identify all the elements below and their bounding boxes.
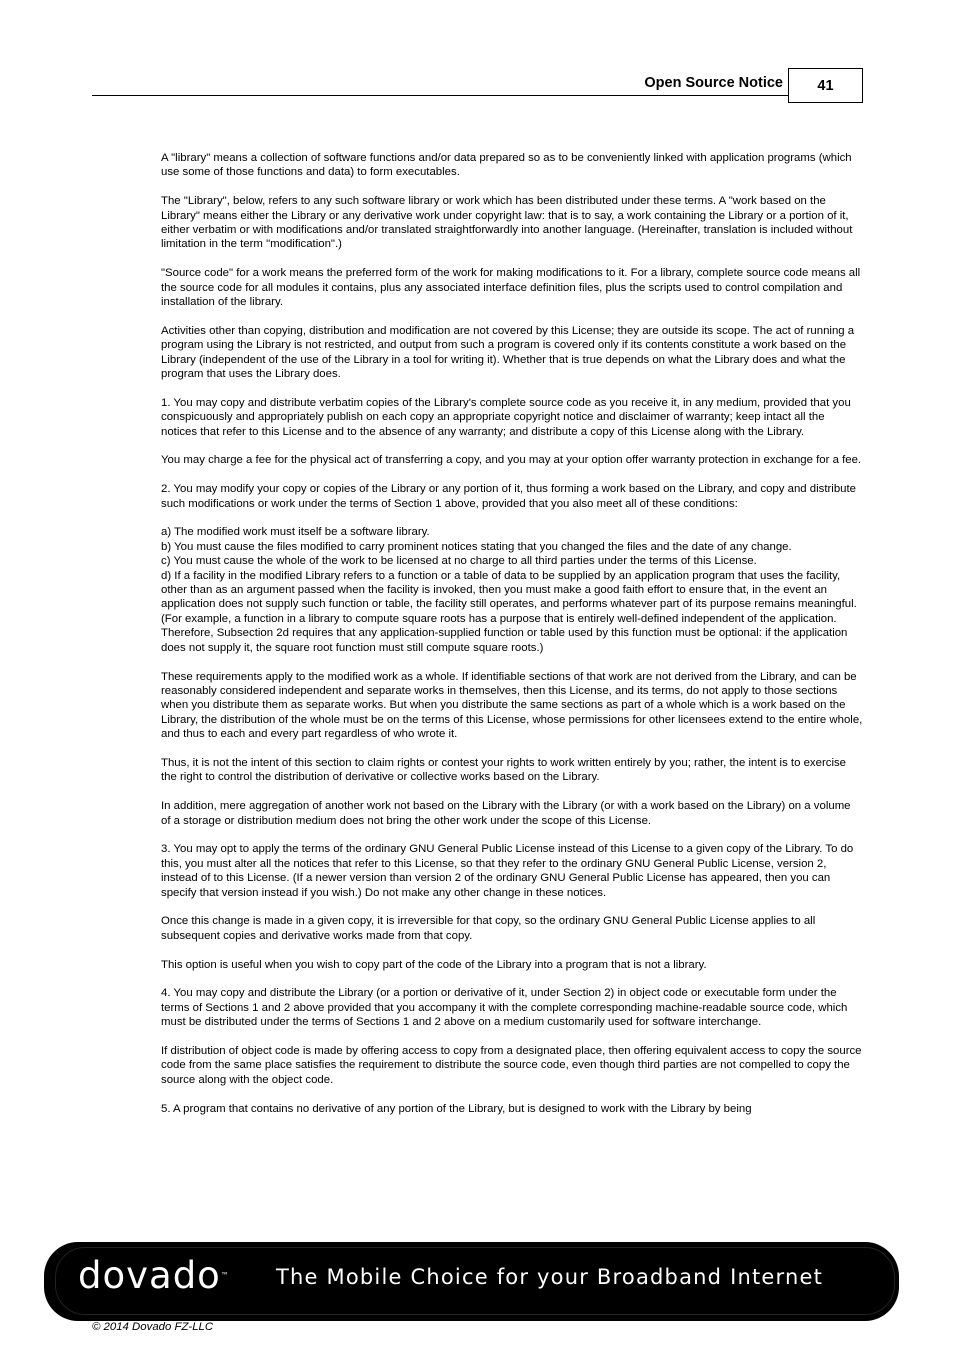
paragraph: The "Library", below, refers to any such software library or work which has been distributed under these terms. A "work based on the Library" means either the Library or any derivative work under copyright law: that is to say, a work containing the Library or a portion of it, either verbatim or with modifications and/or translated straightforwardly into another language. (Hereinafter, translation is included without limitation in the term "modification".)	[161, 195, 853, 251]
paragraph: This option is useful when you wish to copy part of the code of the Library into a program that is not a library.	[161, 958, 707, 971]
condition-item: d) If a facility in the modified Library refers to a function or a table of data to be supplied by an application program that uses the facility, other than as an argument passed when the facility is invoked, then you must make a good faith effort to ensure that, in the event an application does not supply such function or table, the facility still operates, and performs whatever part of its purpose remains meaningful.	[161, 569, 857, 611]
paragraph: You may charge a fee for the physical act of transferring a copy, and you may at your option offer warranty protection in exchange for a fee.	[161, 454, 862, 467]
paragraph: Activities other than copying, distribution and modification are not covered by this License; they are outside its scope. The act of running a program using the Library is not restricted, and output from such a program is covered only if its contents constitute a work based on the Library (independent of the use of the Library in a tool for writing it). Whether that is true depends on what the Library does and what the program that uses the Library does.	[161, 324, 855, 381]
condition-item: b) You must cause the files modified to carry prominent notices stating that you changed the files and the date of any change.	[161, 540, 792, 553]
paragraph: "Source code" for a work means the preferred form of the work for making modifications to it. For a library, complete source code means all the source code for all modules it contains, plus any associated interface definition files, plus the scripts used to control compilation and installation of the library.	[161, 267, 861, 309]
header-title: Open Source Notice	[644, 75, 783, 91]
document-body	[161, 151, 863, 1130]
paragraph: Once this change is made in a given copy, it is irreversible for that copy, so the ordinary GNU General Public License applies to all subsequent copies and derivative works made from that copy.	[161, 915, 816, 942]
paragraph: 1. You may copy and distribute verbatim copies of the Library's complete source code as you receive it, in any medium, provided that you conspicuously and appropriately publish on each copy an appropriate copyright notice and disclaimer of warranty; keep intact all the notices that refer to this License and to the absence of any warranty; and distribute a copy of this License along with the Library.	[161, 396, 851, 438]
paragraph: If distribution of object code is made by offering access to copy from a designated place, then offering equivalent access to copy the source code from the same place satisfies the requirement to distribute the source code, even though third parties are not compelled to copy the source along with the object code.	[161, 1044, 862, 1086]
paragraph: 3. You may opt to apply the terms of the ordinary GNU General Public License instead of this License to a given copy of the Library. To do this, you must alter all the notices that refer to this License, so that they refer to the ordinary GNU General Public License, version 2, instead of to this License. (If a newer version than version 2 of the ordinary GNU General Public License has appeared, then you can specify that version instead if you wish.) Do not make any other change in these notices.	[161, 843, 854, 899]
paragraph: A "library" means a collection of software functions and/or data prepared so as to be conveniently linked with application programs (which use some of those functions and data) to form executables.	[161, 152, 852, 179]
paragraph: 4. You may copy and distribute the Library (or a portion or derivative of it, under Section 2) in object code or executable form under the terms of Sections 1 and 2 above provided that you accompany it with the complete corresponding machine-readable source code, which must be distributed under the terms of Sections 1 and 2 above on a medium customarily used for software interchange.	[161, 987, 848, 1029]
dovado-logo	[78, 1256, 230, 1296]
banner-tagline: The Mobile Choice for your Broadband Internet	[276, 1265, 824, 1289]
condition-item: (For example, a function in a library to compute square roots has a purpose that is entirely well-defined independent of the application. Therefore, Subsection 2d requires that any application-supplied function or table used by this function must be optional: if the application does not supply it, the square root function must still compute square roots.)	[161, 612, 848, 654]
paragraph: 2. You may modify your copy or copies of the Library or any portion of it, thus forming a work based on the Library, and copy and distribute such modifications or work under the terms of Section 1 above, provided that you also meet all of these conditions:	[161, 483, 856, 510]
paragraph: In addition, mere aggregation of another work not based on the Library with the Library (or with a work based on the Library) on a volume of a storage or distribution medium does not bring the other work under the scope of this License.	[161, 800, 851, 827]
logo-text: dovado	[78, 1254, 221, 1297]
paragraph: Thus, it is not the intent of this section to claim rights or contest your rights to work written entirely by you; rather, the intent is to exercise the right to control the distribution of derivative or collective works based on the Library.	[161, 756, 847, 784]
trademark-mark: ™	[220, 1271, 230, 1280]
condition-item: a) The modified work must itself be a software library.	[161, 526, 430, 539]
paragraph: 5. A program that contains no derivative of any portion of the Library, but is designed to work with the Library by being	[161, 1102, 752, 1115]
page-number: 41	[788, 68, 863, 103]
paragraph: These requirements apply to the modified work as a whole. If identifiable sections of that work are not derived from the Library, and can be reasonably considered independent and separate works in themselves, then this License, and its terms, do not apply to those sections when you distribute them as separate works. But when you distribute the same sections as part of a whole which is a work based on the Library, the distribution of the whole must be on the terms of this License, whose permissions for other licensees extend to the entire whole, and thus to each and every part regardless of who wrote it.	[161, 670, 863, 741]
condition-item: c) You must cause the whole of the work to be licensed at no charge to all third parties under the terms of this License.	[161, 555, 757, 568]
copyright-footer: © 2014 Dovado FZ-LLC	[92, 1321, 214, 1333]
header-rule	[92, 95, 788, 96]
